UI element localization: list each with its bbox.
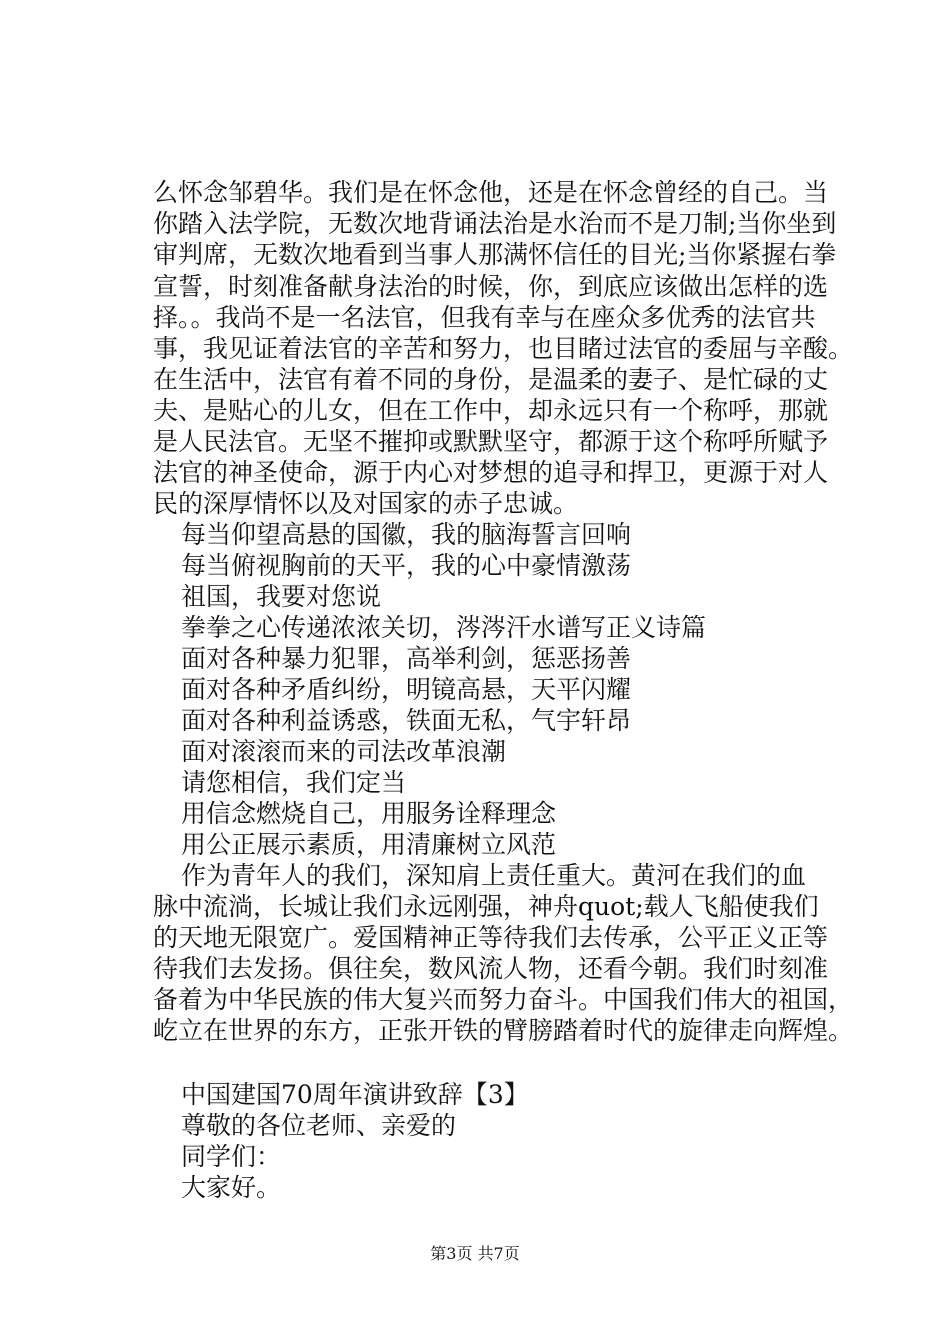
text-line: 夫、是贴心的儿女，但在工作中，却永远只有一个称呼，那就	[153, 396, 829, 425]
poem-line: 请您相信，我们定当	[181, 768, 407, 797]
poem-line: 每当仰望高悬的国徽，我的脑海誓言回响	[181, 520, 632, 549]
text-line: 事，我见证着法官的辛苦和努力，也目睹过法官的委屈与辛酸。	[153, 334, 854, 363]
greeting-line: 同学们：	[181, 1142, 282, 1171]
text-line: 你踏入法学院，无数次地背诵法治是水治而不是刀制;当你坐到	[153, 209, 837, 238]
poem-line: 面对滚滚而来的司法改革浪潮	[181, 737, 507, 766]
greeting-line: 大家好。	[181, 1173, 282, 1202]
text-line: 民的深厚情怀以及对国家的赤子忠诚。	[153, 489, 579, 518]
text-line: 么怀念邹碧华。我们是在怀念他，还是在怀念曾经的自己。当	[153, 178, 829, 207]
text-line: 的天地无限宽广。爱国精神正等待我们去传承，公平正义正等	[153, 923, 829, 952]
text-line: 宣誓，时刻准备献身法治的时候，你，到底应该做出怎样的选	[153, 272, 829, 301]
poem-line: 面对各种矛盾纠纷，明镜高悬，天平闪耀	[181, 675, 632, 704]
text-line: 待我们去发扬。俱往矣，数风流人物，还看今朝。我们时刻准	[153, 954, 829, 983]
text-line: 备着为中华民族的伟大复兴而努力奋斗。中国我们伟大的祖国，	[153, 985, 854, 1014]
poem-line: 每当俯视胸前的天平，我的心中豪情激荡	[181, 551, 632, 580]
text-line: 是人民法官。无坚不摧抑或默默坚守，都源于这个称呼所赋予	[153, 427, 829, 456]
poem-line: 祖国，我要对您说	[181, 582, 382, 611]
page-number: 第3页 共7页	[430, 1244, 520, 1263]
text-line: 审判席，无数次地看到当事人那满怀信任的目光;当你紧握右拳	[153, 240, 837, 269]
poem-line: 面对各种暴力犯罪，高举利剑，惩恶扬善	[181, 644, 632, 673]
text-line: 法官的神圣使命，源于内心对梦想的追寻和捍卫，更源于对人	[153, 458, 829, 487]
poem-line: 用公正展示素质，用清廉树立风范	[181, 830, 557, 859]
poem-line: 用信念燃烧自己，用服务诠释理念	[181, 799, 557, 828]
poem-line: 面对各种利益诱惑，铁面无私，气宇轩昂	[181, 706, 632, 735]
poem-line: 拳拳之心传递浓浓关切，涔涔汗水谱写正义诗篇	[181, 613, 707, 642]
text-line: 作为青年人的我们，深知肩上责任重大。黄河在我们的血	[181, 861, 807, 890]
text-line: 择。。我尚不是一名法官，但我有幸与在座众多优秀的法官共	[153, 303, 816, 332]
text-line: 屹立在世界的东方，正张开铁的臂膀踏着时代的旋律走向辉煌。	[153, 1016, 854, 1045]
text-line: 脉中流淌，长城让我们永远刚强，神舟quot;载人飞船使我们	[153, 892, 819, 921]
greeting-line: 尊敬的各位老师、亲爱的	[181, 1111, 457, 1140]
text-line: 在生活中，法官有着不同的身份，是温柔的妻子、是忙碌的丈	[153, 365, 829, 394]
section-title: 中国建国70周年演讲致辞【3】	[181, 1080, 529, 1109]
